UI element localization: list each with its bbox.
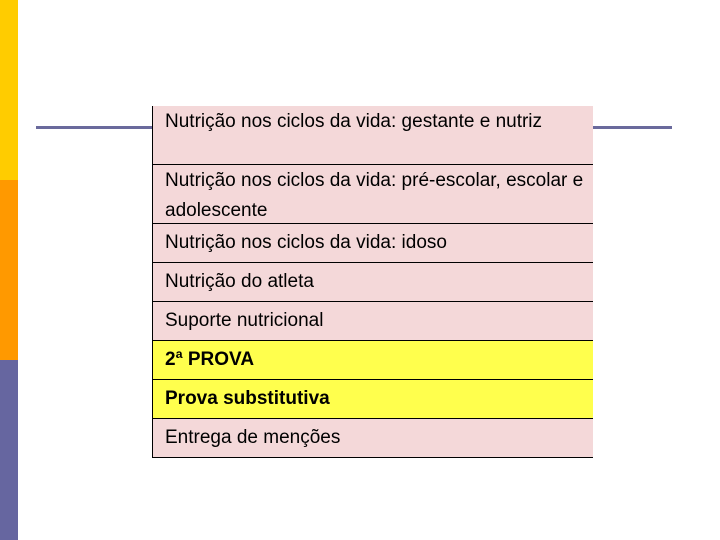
table-row: Suporte nutricional <box>153 302 593 341</box>
schedule-table <box>152 106 593 458</box>
side-bar-yellow-segment <box>0 0 18 180</box>
table-row-exam: 2ª PROVA <box>153 341 593 380</box>
table-row-exam: Prova substitutiva <box>153 380 593 419</box>
title-rule-right <box>590 126 672 129</box>
title-rule-left <box>36 126 154 129</box>
side-bar-orange-segment <box>0 180 18 360</box>
side-bar-purple-segment <box>0 360 18 540</box>
table-row: Nutrição nos ciclos da vida: gestante e nutriz <box>153 106 593 165</box>
table-row: Entrega de menções <box>153 419 593 458</box>
table-row: Nutrição nos ciclos da vida: idoso <box>153 224 593 263</box>
table-row: Nutrição do atleta <box>153 263 593 302</box>
table-row: Nutrição nos ciclos da vida: pré-escolar, escolar e adolescente <box>153 165 593 224</box>
